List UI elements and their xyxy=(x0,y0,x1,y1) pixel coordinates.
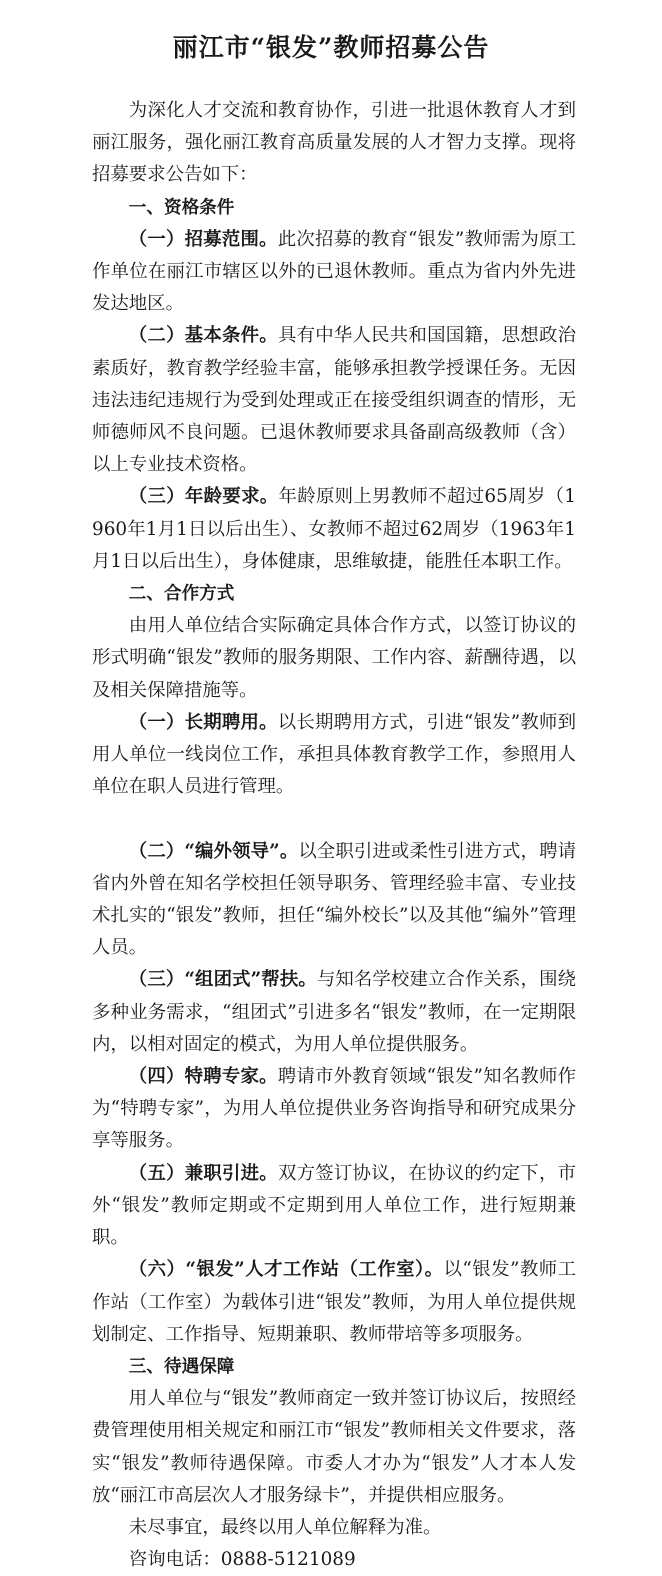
item-text: 以长期聘用方式，引进“银发”教师到用人单位一线岗位工作，承担具体教育教学工作，参照用人单位在职人员进行管理。 xyxy=(92,711,576,798)
section-heading-benefits: 三、待遇保障 xyxy=(128,1356,235,1377)
document-body xyxy=(92,95,576,1576)
section-heading-cooperation: 二、合作方式 xyxy=(128,584,235,605)
item-label: （三）年龄要求。 xyxy=(128,486,279,508)
closing-note: 未尽事宜，最终以用人单位解释为准。 xyxy=(128,1516,442,1538)
item-label: （四）特聘专家。 xyxy=(128,1066,278,1088)
cooperation-item-group-support xyxy=(92,964,576,1061)
item-text: 以全职引进或柔性引进方式，聘请省内外曾在知名学校担任领导职务、管理经验丰富、专业技术扎实的“银发”教师，担任“编外校长”以及其他“编外”管理人员。 xyxy=(92,840,576,959)
intro-paragraph: 为深化人才交流和教育协作，引进一批退休教育人才到丽江服务，强化丽江教育高质量发展的人才智力支撑。现将招募要求公告如下： xyxy=(92,100,576,186)
item-label: （一）招募范围。 xyxy=(128,228,278,250)
cooperation-item-workstation xyxy=(92,1254,576,1351)
item-text: 此次招募的教育“银发”教师需为原工作单位在丽江市辖区以外的已退休教师。重点为省内外先进发达地区。 xyxy=(92,228,576,315)
cooperation-item-part-time xyxy=(92,1158,576,1255)
cooperation-item-special-expert xyxy=(92,1061,576,1158)
qualification-item-scope xyxy=(92,224,576,321)
qualification-item-age xyxy=(92,481,576,578)
item-label: （三）“组团式”帮扶。 xyxy=(128,969,317,991)
item-text: 双方签订协议，在协议的约定下，市外“银发”教师定期或不定期到用人单位工作，进行短期兼职。 xyxy=(92,1162,576,1249)
document-title: 丽江市“银发”教师招募公告 xyxy=(172,33,490,62)
item-label: （二）基本条件。 xyxy=(128,325,278,347)
item-text: 聘请市外教育领域“银发”知名教师作为“特聘专家”，为用人单位提供业务咨询指导和研究成果分享等服务。 xyxy=(92,1066,576,1152)
item-label: （五）兼职引进。 xyxy=(128,1162,278,1184)
item-label: （一）长期聘用。 xyxy=(128,711,278,733)
benefits-paragraph: 用人单位与“银发”教师商定一致并签订协议后，按照经费管理使用相关规定和丽江市“银发”教师相关文件要求，落实“银发”教师待遇保障。市委人才办为“银发”人才本人发放“丽江市高层次人才服务绿卡”，并提供相应服务。 xyxy=(92,1388,576,1506)
item-text: 以“银发”教师工作站（工作室）为载体引进“银发”教师，为用人单位提供规划制定、工作指导、短期兼职、教师带培等多项服务。 xyxy=(92,1259,576,1345)
section-heading-qualifications: 一、资格条件 xyxy=(128,197,235,218)
item-label: （二）“编外领导”。 xyxy=(128,840,299,862)
cooperation-intro: 由用人单位结合实际确定具体合作方式，以签订协议的形式明确“银发”教师的服务期限、工作内容、薪酬待遇，以及相关保障措施等。 xyxy=(92,615,576,701)
item-text: 与知名学校建立合作关系，围绕多种业务需求，“组团式”引进多名“银发”教师，在一定期限内，以相对固定的模式，为用人单位提供服务。 xyxy=(92,969,576,1055)
contact-phone: 咨询电话：0888-5121089 xyxy=(128,1549,356,1571)
cooperation-item-long-term xyxy=(92,707,576,804)
item-text: 年龄原则上男教师不超过65周岁（1960年1月1日以后出生）、女教师不超过62周岁（1963年1月1日以后出生），身体健康，思维敏捷，能胜任本职工作。 xyxy=(92,486,576,572)
qualification-item-basic xyxy=(92,320,576,481)
cooperation-item-external-leader xyxy=(92,836,576,965)
paragraph-gap xyxy=(92,803,576,835)
item-text: 具有中华人民共和国国籍，思想政治素质好，教育教学经验丰富，能够承担教学授课任务。无因违法违纪违规行为受到处理或正在接受组织调查的情形，无师德师风不良问题。已退休教师要求具备副高级教师（含）以上专业技术资格。 xyxy=(92,325,576,476)
item-label: （六）“银发”人才工作站（工作室）。 xyxy=(128,1259,444,1281)
